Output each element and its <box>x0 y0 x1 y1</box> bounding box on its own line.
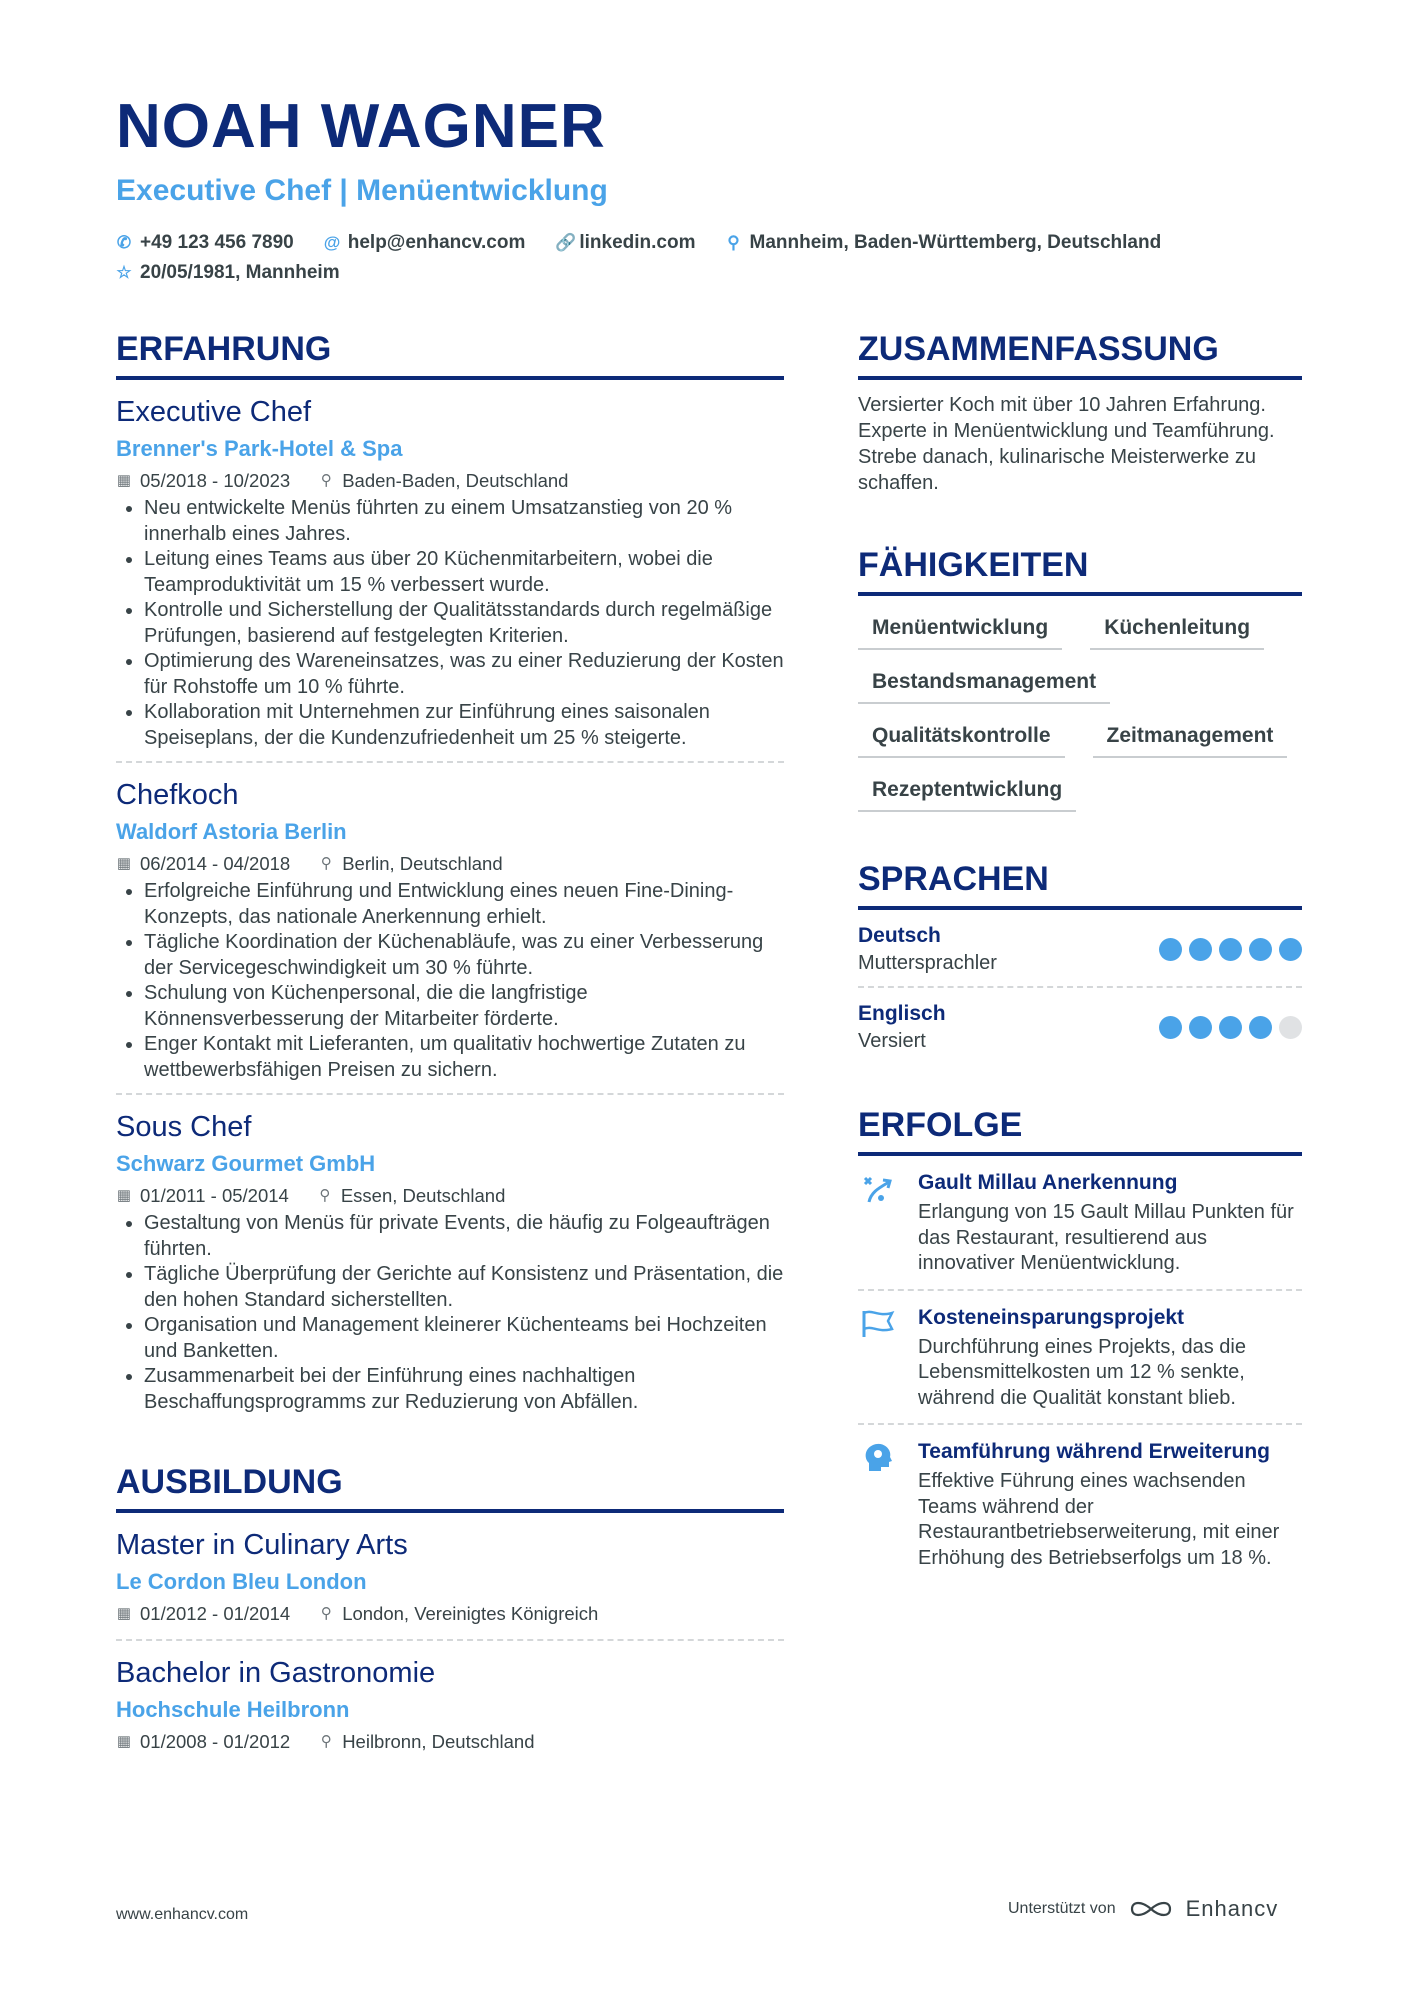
bullet-list <box>116 496 784 751</box>
achievements-list <box>858 1156 1302 1583</box>
calendar-icon: ▦ <box>116 855 132 872</box>
language-name: Deutsch <box>858 924 941 947</box>
education-list <box>116 1513 784 1757</box>
star-icon: ☆ <box>116 263 132 282</box>
achievement-entry <box>858 1291 1302 1426</box>
proficiency-dot <box>1249 938 1272 961</box>
achievement-title: Kosteneinsparungsprojekt <box>918 1305 1185 1329</box>
date-item <box>116 1181 289 1211</box>
meta-row <box>116 466 784 496</box>
job-entry <box>116 763 784 1095</box>
location-text: Berlin, Deutschland <box>342 853 503 874</box>
location-text: London, Vereinigtes Königreich <box>342 1603 599 1624</box>
location-pin-icon: ⚲ <box>320 1605 332 1622</box>
meta-row <box>116 849 784 879</box>
location-item <box>318 849 502 879</box>
location-text: Heilbronn, Deutschland <box>342 1731 535 1752</box>
languages-heading: SPRACHEN <box>858 856 1302 910</box>
skills-heading: FÄHIGKEITEN <box>858 542 1302 596</box>
skill-tag: Zeitmanagement <box>1093 714 1288 758</box>
flag-icon <box>858 1305 898 1412</box>
bullet-item: • Optimierung des Wareneinsatzes, was zu einer Reduzierung der Kosten für Rohstoffe um 10 % führte. <box>144 649 784 700</box>
company-name: Brenner's Park-Hotel & Spa <box>116 436 403 461</box>
footer-website[interactable]: www.enhancv.com <box>116 1906 249 1923</box>
location-item <box>317 1181 506 1211</box>
proficiency-dot <box>1189 938 1212 961</box>
proficiency-dot <box>1189 1016 1212 1039</box>
company-name: Schwarz Gourmet GmbH <box>116 1151 376 1176</box>
date-range: 05/2018 - 10/2023 <box>140 470 291 491</box>
date-item <box>116 1727 290 1757</box>
proficiency-dot <box>1279 1016 1302 1039</box>
email-text[interactable]: help@enhancv.com <box>347 232 526 253</box>
proficiency-dot <box>1279 938 1302 961</box>
achievement-description: Effektive Führung eines wachsenden Teams während der Restaurantbetriebserweiterung, mit einer Erhöhung des Betriebserfolgs um 18 %. <box>918 1470 1280 1569</box>
date-item <box>116 1599 290 1629</box>
job-title: Sous Chef <box>116 1111 252 1143</box>
phone-icon: ✆ <box>116 233 132 252</box>
date-item <box>116 849 290 879</box>
calendar-icon: ▦ <box>116 472 132 489</box>
location-item <box>318 466 568 496</box>
language-level: Muttersprachler <box>858 952 997 974</box>
bullet-item: • Gestaltung von Menüs für private Events, die häufig zu Folgeaufträgen führten. <box>144 1211 784 1262</box>
achievement-description: Erlangung von 15 Gault Millau Punkten für das Restaurant, resultierend aus innovativer Menüentwicklung. <box>918 1201 1294 1274</box>
bullet-item: • Leitung eines Teams aus über 20 Küchenmitarbeitern, wobei die Teamproduktivität um 15 % verbessert wurde. <box>144 547 784 598</box>
job-title: Executive Chef <box>116 396 312 428</box>
date-range: 01/2012 - 01/2014 <box>140 1603 291 1624</box>
achievements-heading: ERFOLGE <box>858 1102 1302 1156</box>
location-pin-icon: ⚲ <box>320 472 332 489</box>
achievement-entry <box>858 1425 1302 1583</box>
bullet-item: • Schulung von Küchenpersonal, die die langfristige Könnensverbesserung der Mitarbeiter förderte. <box>144 981 784 1032</box>
bullet-item: • Tägliche Koordination der Küchenabläufe, was zu einer Verbesserung der Servicegeschwindigkeit um 30 % führte. <box>144 930 784 981</box>
skill-tag: Qualitätskontrolle <box>858 714 1065 758</box>
languages-list <box>858 910 1302 1064</box>
linkedin-text[interactable]: linkedin.com <box>579 232 696 253</box>
bullet-list <box>116 879 784 1083</box>
location-text: Essen, Deutschland <box>340 1185 506 1206</box>
job-title: Chefkoch <box>116 779 239 811</box>
degree-title: Master in Culinary Arts <box>116 1529 408 1561</box>
achievement-title: Gault Millau Anerkennung <box>918 1171 1178 1194</box>
education-entry <box>116 1641 784 1757</box>
skill-tag: Menüentwicklung <box>858 606 1062 650</box>
job-entry <box>116 1095 784 1415</box>
right-column <box>858 326 1302 1583</box>
school-name: Le Cordon Bleu London <box>116 1569 367 1594</box>
left-column <box>116 326 784 1757</box>
bullet-item: • Kontrolle und Sicherstellung der Qualitätsstandards durch regelmäßige Prüfungen, basierend auf festgelegten Kriterien. <box>144 598 784 649</box>
achievement-title: Teamführung während Erweiterung <box>918 1440 1270 1463</box>
experience-heading: ERFAHRUNG <box>116 326 784 380</box>
experience-list <box>116 380 784 1415</box>
skill-tag: Bestandsmanagement <box>858 660 1110 704</box>
contact-birth <box>116 262 340 284</box>
powered-by-text: Unterstützt von <box>1008 1900 1116 1917</box>
brand-name: Enhancv <box>1185 1896 1279 1921</box>
meta-row <box>116 1727 784 1757</box>
contact-linkedin[interactable] <box>555 232 695 254</box>
achievement-body <box>918 1439 1302 1571</box>
summary-heading: ZUSAMMENFASSUNG <box>858 326 1302 380</box>
calendar-icon: ▦ <box>116 1733 132 1750</box>
date-range: 06/2014 - 04/2018 <box>140 853 291 874</box>
language-info <box>858 922 997 976</box>
skills-list <box>858 606 1302 822</box>
achievement-entry <box>858 1156 1302 1291</box>
proficiency-dot <box>1159 938 1182 961</box>
location-text: Baden-Baden, Deutschland <box>342 470 569 491</box>
phone-text: +49 123 456 7890 <box>140 232 294 253</box>
company-name: Waldorf Astoria Berlin <box>116 819 347 844</box>
education-entry <box>116 1513 784 1641</box>
footer-branding <box>1008 1896 1278 1922</box>
education-heading: AUSBILDUNG <box>116 1459 784 1513</box>
link-icon: 🔗 <box>555 233 577 252</box>
location-pin-icon: ⚲ <box>319 1187 331 1204</box>
bullet-item: • Erfolgreiche Einführung und Entwicklung eines neuen Fine-Dining-Konzepts, das nationale Anerkennung erhielt. <box>144 879 784 930</box>
proficiency-dot <box>1159 1016 1182 1039</box>
language-entry <box>858 910 1302 988</box>
location-pin-icon: ⚲ <box>320 1733 332 1750</box>
proficiency-dot <box>1219 938 1242 961</box>
candidate-title: Executive Chef | Menüentwicklung <box>116 174 608 207</box>
achievement-description: Durchführung eines Projekts, das die Lebensmittelkosten um 12 % senkte, während die Qualität konstant blieb. <box>918 1335 1246 1409</box>
location-item <box>318 1727 534 1757</box>
location-pin-icon: ⚲ <box>727 233 740 252</box>
language-info <box>858 1000 946 1054</box>
achievement-body <box>918 1170 1302 1277</box>
bullet-list <box>116 1211 784 1415</box>
bullet-item: • Organisation und Management kleinerer Küchenteams bei Hochzeiten und Banketten. <box>144 1313 784 1364</box>
degree-title: Bachelor in Gastronomie <box>116 1657 436 1689</box>
meta-row <box>116 1181 784 1211</box>
at-icon: @ <box>323 233 341 252</box>
contact-location <box>726 232 1162 254</box>
achievement-body <box>918 1305 1302 1412</box>
skill-tag: Rezeptentwicklung <box>858 768 1076 812</box>
calendar-icon: ▦ <box>116 1605 132 1622</box>
language-level: Versiert <box>858 1030 926 1052</box>
date-range: 01/2011 - 05/2014 <box>140 1185 289 1206</box>
bullet-item: • Kollaboration mit Unternehmen zur Einführung eines saisonalen Speiseplans, der die Kundenzufriedenheit um 25 % steigerte. <box>144 700 784 751</box>
proficiency-dots <box>1159 938 1302 961</box>
meta-row <box>116 1599 784 1629</box>
bullet-item: • Neu entwickelte Menüs führten zu einem Umsatzanstieg von 20 % innerhalb eines Jahres. <box>144 496 784 547</box>
bullet-item: • Enger Kontakt mit Lieferanten, um qualitativ hochwertige Zutaten zu wettbewerbsfähigen Preisen zu sichern. <box>144 1032 784 1083</box>
proficiency-dot <box>1219 1016 1242 1039</box>
calendar-icon: ▦ <box>116 1187 132 1204</box>
enhancv-logo-icon <box>1128 1897 1174 1921</box>
skill-tag: Küchenleitung <box>1090 606 1264 650</box>
location-text: Mannheim, Baden-Württemberg, Deutschland <box>749 232 1162 253</box>
language-entry <box>858 988 1302 1064</box>
candidate-name: NOAH WAGNER <box>116 92 606 161</box>
job-entry <box>116 380 784 763</box>
head-icon <box>858 1439 898 1571</box>
birth-text: 20/05/1981, Mannheim <box>140 262 340 283</box>
proficiency-dot <box>1249 1016 1272 1039</box>
contact-email[interactable] <box>324 232 526 254</box>
date-item <box>116 466 290 496</box>
bullet-item: • Zusammenarbeit bei der Einführung eines nachhaltigen Beschaffungsprogramms zur Reduzierung von Abfällen. <box>144 1364 784 1415</box>
date-range: 01/2008 - 01/2012 <box>140 1731 291 1752</box>
language-name: Englisch <box>858 1002 946 1025</box>
proficiency-dots <box>1159 1016 1302 1039</box>
contact-phone <box>116 232 294 254</box>
school-name: Hochschule Heilbronn <box>116 1697 350 1722</box>
location-item <box>318 1599 598 1629</box>
location-pin-icon: ⚲ <box>320 855 332 872</box>
bullet-item: • Tägliche Überprüfung der Gerichte auf Konsistenz und Präsentation, die den hohen Standard sicherstellten. <box>144 1262 784 1313</box>
contact-info <box>116 228 1316 288</box>
summary-text: Versierter Koch mit über 10 Jahren Erfahrung. Experte in Menüentwicklung und Teamführung. Strebe danach, kulinarische Meisterwerke zu schaffen. <box>858 394 1275 494</box>
strategy-icon <box>858 1170 898 1277</box>
